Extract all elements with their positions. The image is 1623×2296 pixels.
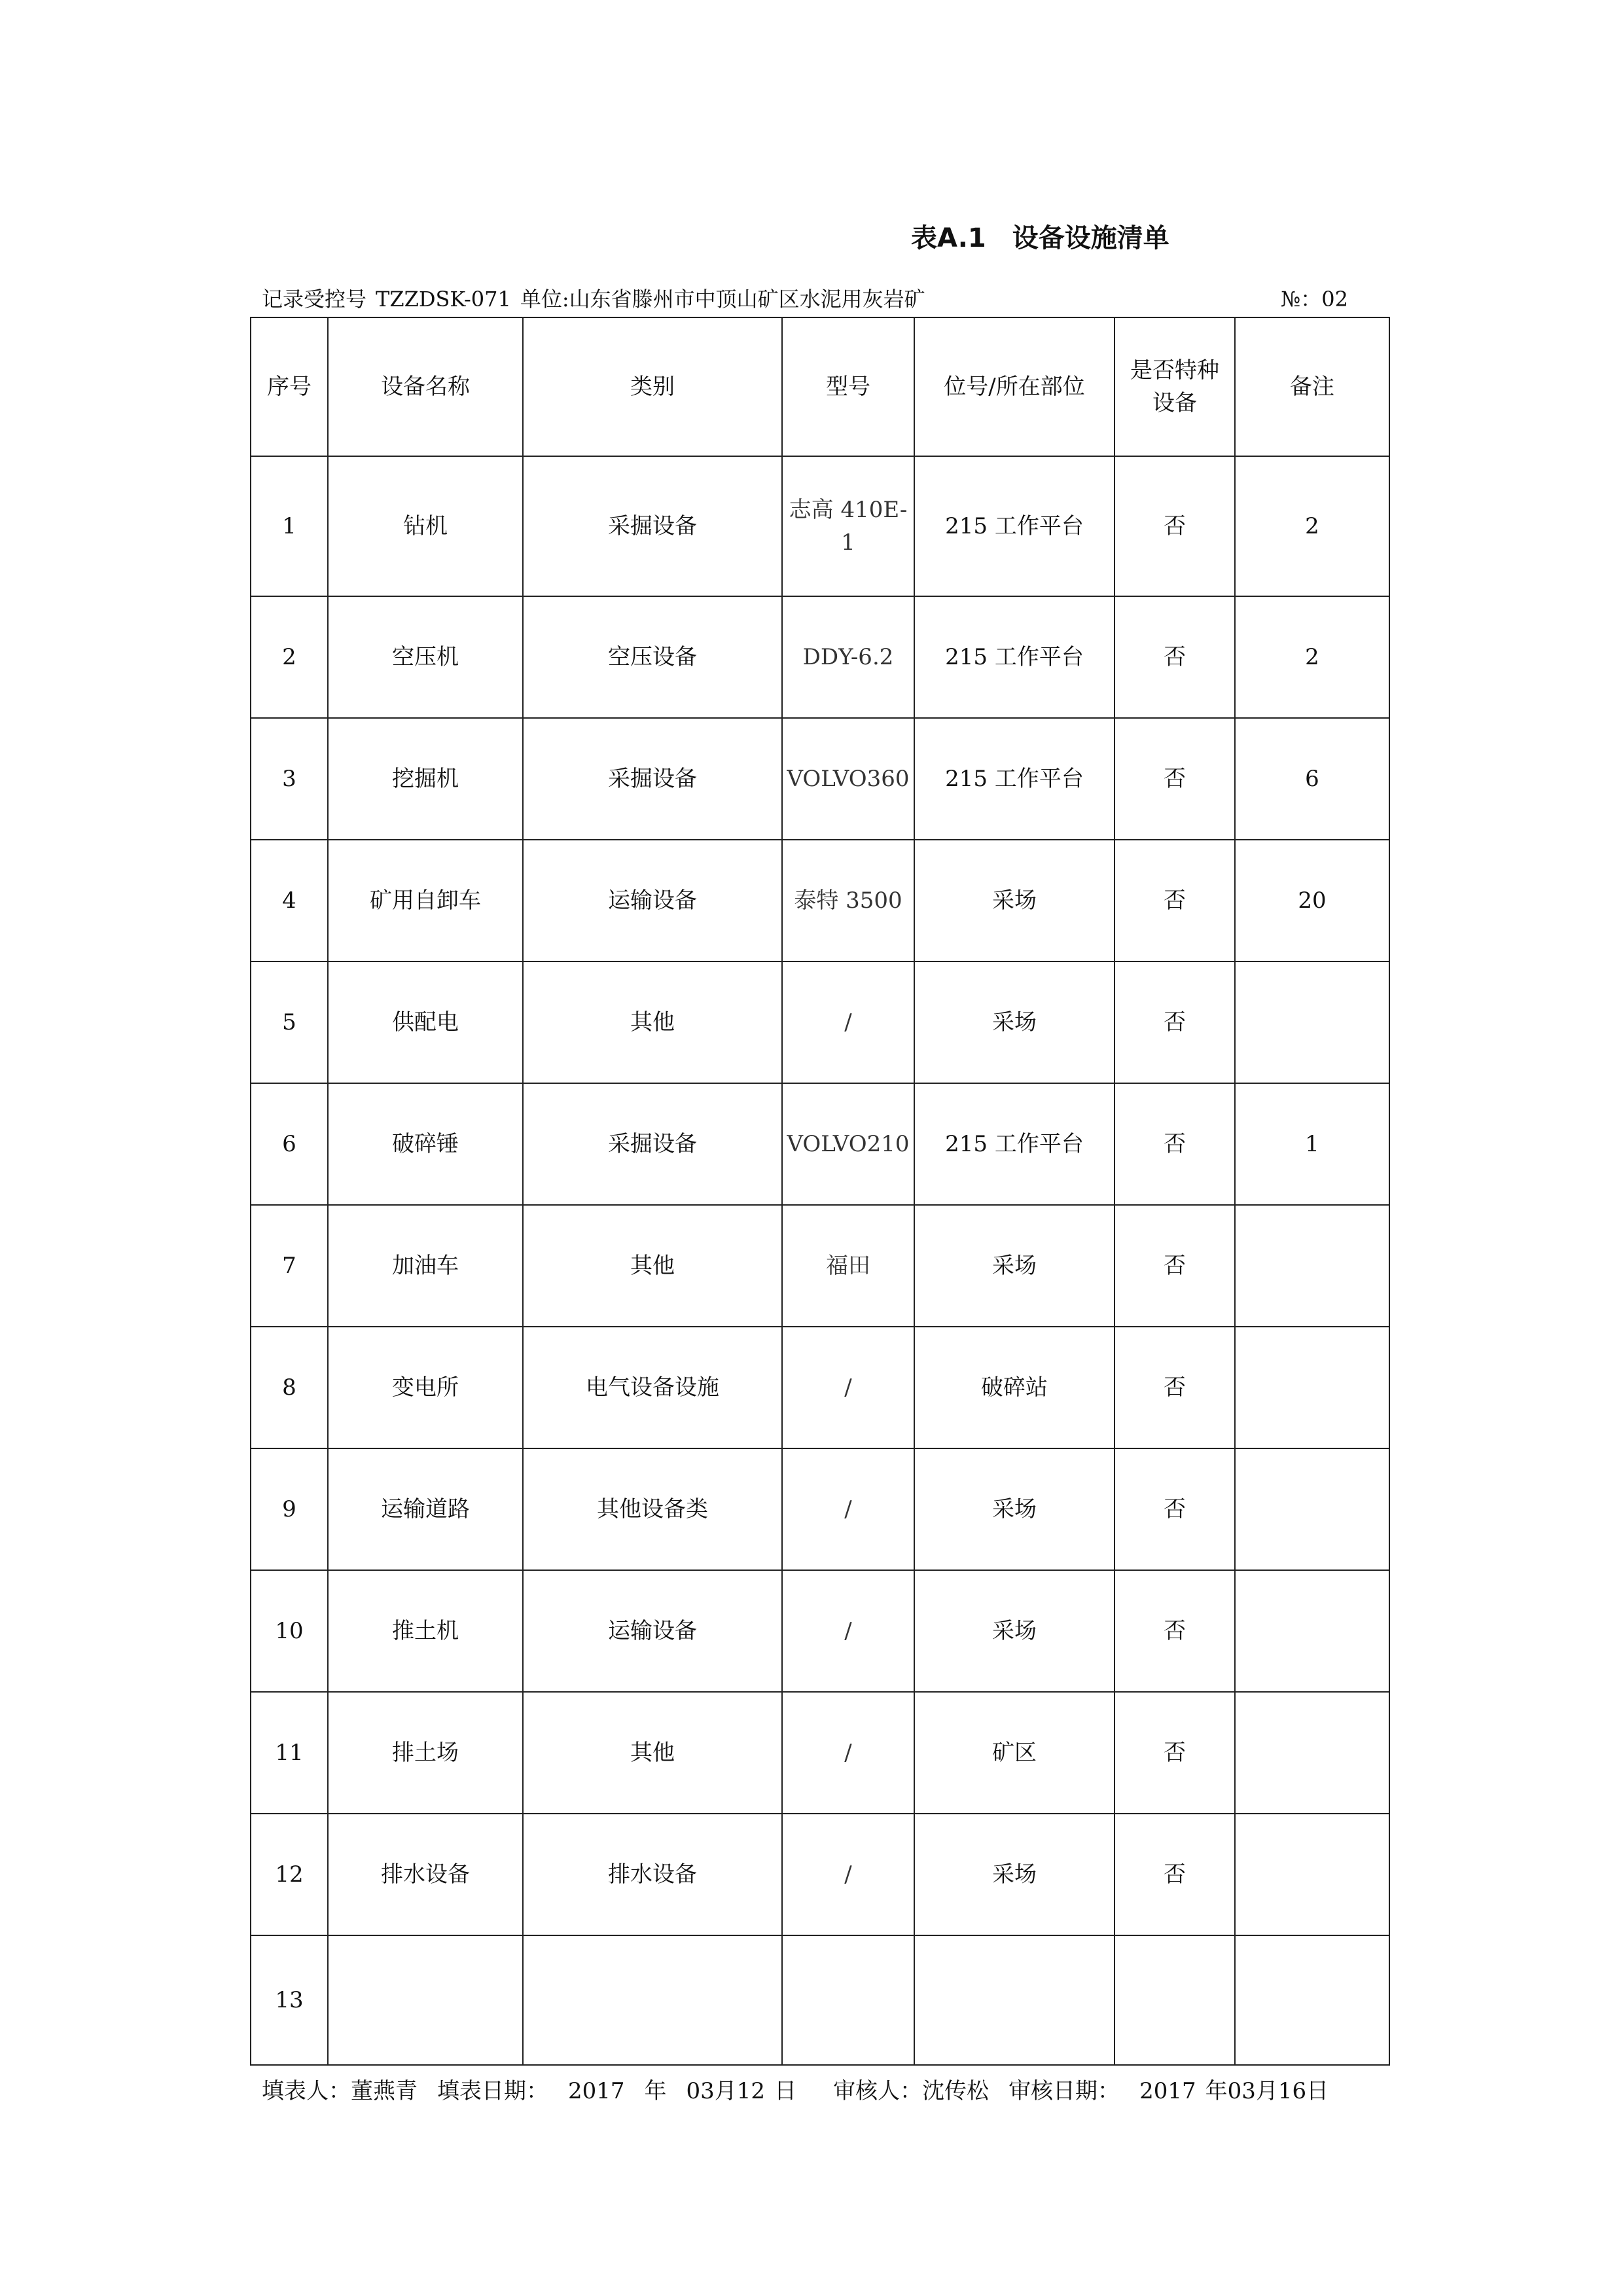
table-row <box>251 1814 1389 1935</box>
signature-footer <box>262 2075 1394 2108</box>
special-equipment-cell: 否 <box>1115 596 1235 718</box>
title-text: 设备设施清单 <box>1012 223 1169 253</box>
category-cell: 排水设备 <box>523 1814 782 1935</box>
review-date-label: 审核日期： <box>1008 2078 1120 2104</box>
row-number-cell: 3 <box>251 718 328 840</box>
location-cell: 采场 <box>914 1205 1115 1327</box>
equipment-name-cell: 运输道路 <box>328 1448 523 1570</box>
equipment-name-cell <box>328 1935 523 2065</box>
header-cell: 型号 <box>782 317 914 456</box>
model-cell <box>782 1935 914 2065</box>
model-cell: 志高 410E-1 <box>782 456 914 596</box>
model-cell: / <box>782 1448 914 1570</box>
special-equipment-cell: 否 <box>1115 1448 1235 1570</box>
category-cell: 采掘设备 <box>523 456 782 596</box>
model-cell: VOLVO210 <box>782 1083 914 1205</box>
row-number-cell: 9 <box>251 1448 328 1570</box>
table-row <box>251 1448 1389 1570</box>
special-equipment-cell: 否 <box>1115 718 1235 840</box>
category-cell: 空压设备 <box>523 596 782 718</box>
year-unit: 年 <box>1205 2078 1228 2104</box>
row-number-cell: 7 <box>251 1205 328 1327</box>
header-cell: 序号 <box>251 317 328 456</box>
model-cell: 福田 <box>782 1205 914 1327</box>
table-row <box>251 1205 1389 1327</box>
location-cell: 215 工作平台 <box>914 456 1115 596</box>
category-cell: 运输设备 <box>523 1570 782 1692</box>
table-header-row <box>251 317 1389 456</box>
special-equipment-cell: 否 <box>1115 1692 1235 1814</box>
review-year: 2017 <box>1139 2078 1196 2104</box>
location-cell: 采场 <box>914 961 1115 1083</box>
model-cell: 泰特 3500 <box>782 840 914 961</box>
fill-month: 03 <box>686 2078 715 2104</box>
month-unit: 月 <box>714 2078 737 2104</box>
table-row <box>251 596 1389 718</box>
record-label: 记录受控号 <box>262 287 367 312</box>
remark-cell: 2 <box>1235 596 1389 718</box>
remark-cell <box>1235 1814 1389 1935</box>
remark-cell <box>1235 1692 1389 1814</box>
year-unit: 年 <box>644 2078 667 2104</box>
table-row <box>251 1083 1389 1205</box>
record-info-line <box>262 283 1348 315</box>
filler-label: 填表人： <box>262 2078 351 2104</box>
equipment-name-cell: 排土场 <box>328 1692 523 1814</box>
model-cell: / <box>782 1570 914 1692</box>
day-unit: 日 <box>1306 2078 1329 2104</box>
form-number <box>1281 283 1348 315</box>
remark-cell <box>1235 1448 1389 1570</box>
location-cell: 215 工作平台 <box>914 596 1115 718</box>
equipment-name-cell: 钻机 <box>328 456 523 596</box>
location-cell: 采场 <box>914 840 1115 961</box>
location-cell: 215 工作平台 <box>914 1083 1115 1205</box>
equipment-name-cell: 矿用自卸车 <box>328 840 523 961</box>
table-row <box>251 718 1389 840</box>
location-cell <box>914 1935 1115 2065</box>
remark-cell: 1 <box>1235 1083 1389 1205</box>
remark-cell <box>1235 1327 1389 1448</box>
filler-name: 董燕青 <box>351 2078 418 2104</box>
equipment-name-cell: 破碎锤 <box>328 1083 523 1205</box>
row-number-cell: 8 <box>251 1327 328 1448</box>
special-equipment-cell: 否 <box>1115 1083 1235 1205</box>
equipment-name-cell: 排水设备 <box>328 1814 523 1935</box>
row-number-cell: 11 <box>251 1692 328 1814</box>
location-cell: 破碎站 <box>914 1327 1115 1448</box>
month-unit: 月 <box>1255 2078 1278 2104</box>
number-value: 02 <box>1321 287 1348 312</box>
special-equipment-cell: 否 <box>1115 1814 1235 1935</box>
table-row <box>251 1327 1389 1448</box>
header-cell: 位号/所在部位 <box>914 317 1115 456</box>
title-prefix: 表A.1 <box>911 223 986 253</box>
row-number-cell: 4 <box>251 840 328 961</box>
row-number-cell: 10 <box>251 1570 328 1692</box>
category-cell: 其他 <box>523 1692 782 1814</box>
day-unit: 日 <box>774 2078 797 2104</box>
model-cell: / <box>782 961 914 1083</box>
header-cell: 设备名称 <box>328 317 523 456</box>
equipment-name-cell: 加油车 <box>328 1205 523 1327</box>
model-cell: DDY-6.2 <box>782 596 914 718</box>
model-cell: / <box>782 1327 914 1448</box>
equipment-name-cell: 推土机 <box>328 1570 523 1692</box>
table-row <box>251 1570 1389 1692</box>
special-equipment-cell: 否 <box>1115 840 1235 961</box>
model-cell: VOLVO360 <box>782 718 914 840</box>
header-cell: 类别 <box>523 317 782 456</box>
category-cell: 其他设备类 <box>523 1448 782 1570</box>
category-cell: 电气设备设施 <box>523 1327 782 1448</box>
row-number-cell: 5 <box>251 961 328 1083</box>
unit-label: 单位: <box>520 287 569 312</box>
remark-cell <box>1235 1935 1389 2065</box>
category-cell: 其他 <box>523 1205 782 1327</box>
row-number-cell: 2 <box>251 596 328 718</box>
equipment-name-cell: 供配电 <box>328 961 523 1083</box>
category-cell <box>523 1935 782 2065</box>
fill-date-label: 填表日期： <box>437 2078 548 2104</box>
fill-day: 12 <box>736 2078 766 2104</box>
location-cell: 采场 <box>914 1814 1115 1935</box>
table-row <box>251 961 1389 1083</box>
special-equipment-cell: 否 <box>1115 1327 1235 1448</box>
record-number: TZZDSK-071 <box>376 287 511 312</box>
special-equipment-cell: 否 <box>1115 961 1235 1083</box>
row-number-cell: 13 <box>251 1935 328 2065</box>
location-cell: 矿区 <box>914 1692 1115 1814</box>
header-cell: 是否特种设备 <box>1115 317 1235 456</box>
table-row <box>251 840 1389 961</box>
row-number-cell: 12 <box>251 1814 328 1935</box>
category-cell: 运输设备 <box>523 840 782 961</box>
category-cell: 采掘设备 <box>523 1083 782 1205</box>
fill-year: 2017 <box>568 2078 625 2104</box>
special-equipment-cell: 否 <box>1115 456 1235 596</box>
remark-cell: 20 <box>1235 840 1389 961</box>
category-cell: 采掘设备 <box>523 718 782 840</box>
table-row <box>251 1692 1389 1814</box>
remark-cell: 2 <box>1235 456 1389 596</box>
row-number-cell: 6 <box>251 1083 328 1205</box>
unit-name: 山东省滕州市中顶山矿区水泥用灰岩矿 <box>569 287 925 312</box>
reviewer-name: 沈传松 <box>922 2078 990 2104</box>
review-day: 16 <box>1277 2078 1307 2104</box>
equipment-name-cell: 挖掘机 <box>328 718 523 840</box>
equipment-name-cell: 空压机 <box>328 596 523 718</box>
location-cell: 采场 <box>914 1570 1115 1692</box>
remark-cell <box>1235 1570 1389 1692</box>
table-row <box>251 1935 1389 2065</box>
document-title <box>911 219 1264 258</box>
row-number-cell: 1 <box>251 456 328 596</box>
remark-cell: 6 <box>1235 718 1389 840</box>
review-month: 03 <box>1227 2078 1256 2104</box>
table-row <box>251 456 1389 596</box>
location-cell: 采场 <box>914 1448 1115 1570</box>
equipment-table <box>250 317 1390 2066</box>
special-equipment-cell: 否 <box>1115 1570 1235 1692</box>
header-cell: 备注 <box>1235 317 1389 456</box>
model-cell: / <box>782 1814 914 1935</box>
equipment-name-cell: 变电所 <box>328 1327 523 1448</box>
number-label: №： <box>1280 287 1322 312</box>
category-cell: 其他 <box>523 961 782 1083</box>
special-equipment-cell: 否 <box>1115 1205 1235 1327</box>
location-cell: 215 工作平台 <box>914 718 1115 840</box>
model-cell: / <box>782 1692 914 1814</box>
special-equipment-cell <box>1115 1935 1235 2065</box>
remark-cell <box>1235 961 1389 1083</box>
reviewer-label: 审核人： <box>833 2078 923 2104</box>
remark-cell <box>1235 1205 1389 1327</box>
